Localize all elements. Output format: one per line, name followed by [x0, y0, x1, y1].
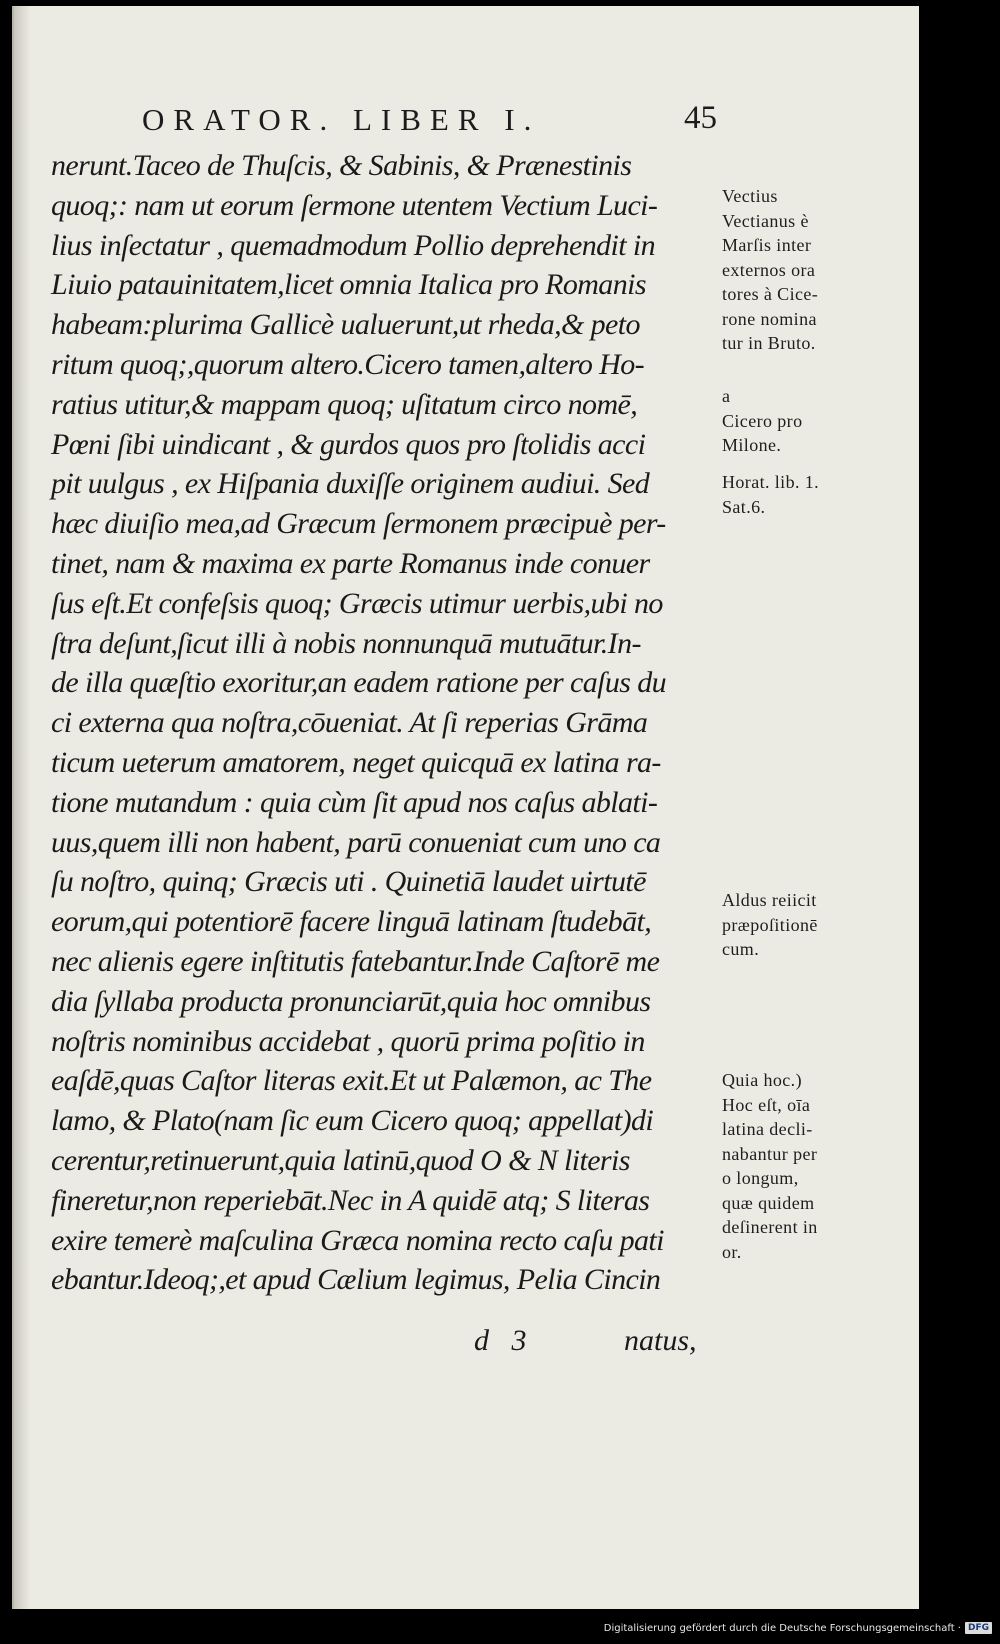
text-line: Liuio patauinitatem,licet omnia Italica pro Romanis: [51, 268, 646, 302]
text-line: habeam:plurima Gallicè ualuerunt,ut rheda,& peto: [51, 308, 640, 342]
text-line: eaſdē,quas Caſtor literas exit.Et ut Palæmon, ac The: [51, 1064, 652, 1098]
credit-text: Digitalisierung gefördert durch die Deutsche Forschungsgemeinschaft ·: [603, 1622, 961, 1634]
margin-note-line: tur in Bruto.: [722, 333, 816, 353]
text-line: quoq;: nam ut eorum ſermone utentem Vectium Luci-: [51, 188, 658, 222]
text-line: exire temerè maſculina Græca nomina recto caſu pati: [51, 1223, 664, 1257]
text-line: pit uulgus , ex Hiſpania duxiſſe originem audiui. Sed: [51, 467, 650, 501]
text-line: dia ſyllaba producta pronunciarūt,quia hoc omnibus: [51, 984, 651, 1018]
text-line: tinet, nam & maxima ex parte Romanus inde conuer: [51, 546, 650, 580]
text-line: tione mutandum : quia cùm ſit apud nos caſus ablati-: [51, 785, 658, 819]
text-line: ſus eſt.Et confeſsis quoq; Græcis utimur uerbis,ubi no: [51, 586, 663, 620]
margin-note-line: Cicero pro: [722, 410, 803, 431]
page-gutter-shadow: [14, 6, 30, 1609]
digitization-credit: [604, 1620, 992, 1636]
margin-note-line: Hoc eſt, oīa: [722, 1094, 811, 1115]
margin-note-line: deſinerent in: [722, 1217, 818, 1237]
text-line: ticum ueterum amatorem, neget quicquā ex latina ra-: [51, 745, 661, 779]
text-line: eorum,qui potentiorē facere linguā latinam ſtudebāt,: [51, 905, 652, 939]
text-line: ritum quoq;,quorum altero.Cicero tamen,altero Ho-: [51, 347, 645, 381]
text-line: de illa quæſtio exoritur,an eadem ratione per caſus du: [51, 666, 667, 700]
margin-note-line: Marſis inter: [722, 235, 812, 255]
text-line: lius inſectatur , quemadmodum Pollio deprehendit in: [51, 228, 656, 262]
margin-note-line: Aldus reiicit: [722, 890, 817, 910]
margin-note-line: rone nomina: [722, 308, 817, 329]
margin-note-line: latina decli-: [722, 1119, 813, 1139]
margin-note-line: Quia hoc.): [722, 1070, 802, 1090]
text-line: noſtris nominibus accidebat , quorū prima poſitio in: [51, 1024, 645, 1058]
margin-note-line: tores à Cice-: [722, 284, 819, 304]
margin-note-line: cum.: [722, 939, 760, 959]
text-line: lamo, & Plato(nam ſic eum Cicero quoq; appellat)di: [51, 1104, 654, 1138]
text-line: nerunt.Taceo de Thuſcis, & Sabinis, & Prænestinis: [51, 149, 632, 182]
text-line: nec alienis egere inſtitutis fatebantur.Inde Caſtorē me: [51, 944, 660, 978]
margin-note-line: Horat. lib. 1.: [722, 472, 820, 492]
margin-note-line: Vectius: [722, 186, 778, 206]
margin-note-vectius: [722, 184, 919, 356]
margin-note-line: o longum,: [722, 1168, 799, 1188]
book-page: [12, 6, 919, 1609]
signature-mark: d 3: [474, 1324, 527, 1357]
margin-note-line: Milone.: [722, 435, 782, 455]
text-line: cerentur,retinuerunt,quia latinū,quod O & N literis: [51, 1143, 630, 1177]
margin-note-horace: [722, 470, 919, 519]
text-line: ebantur.Ideoq;,et apud Cælium legimus, Pelia Cincin: [51, 1263, 661, 1297]
margin-note-line: præpoſitionē: [722, 914, 818, 935]
catchword: natus,: [624, 1324, 697, 1357]
margin-note-line: or.: [722, 1241, 742, 1262]
margin-note-cicero-pro-milone: [722, 384, 919, 458]
main-text-block: [51, 146, 731, 1300]
text-line: ſu noſtro, quinq; Græcis uti . Quinetiā laudet uirtutē: [51, 865, 646, 899]
margin-note-line: Vectianus è: [722, 210, 809, 231]
text-line: uus,quem illi non habent, parū conueniat cum uno ca: [51, 825, 661, 859]
margin-note-quia-hoc: [722, 1068, 919, 1264]
text-line: ci externa qua noſtra,cōueniat. At ſi reperias Grāma: [51, 706, 648, 740]
margin-note-line: nabantur per: [722, 1143, 818, 1164]
margin-note-line: Sat.6.: [722, 496, 766, 517]
text-line: fineretur,non reperiebāt.Nec in A quidē atq; S literas: [51, 1183, 650, 1217]
margin-note-line: quæ quidem: [722, 1192, 815, 1213]
margin-note-aldus: [722, 888, 919, 962]
margin-note-line: a: [722, 386, 731, 406]
page-number: 45: [684, 100, 717, 136]
text-line: Pœni ſibi uindicant , & gurdos quos pro ſtolidis acci: [51, 427, 646, 461]
text-line: hæc diuiſio mea,ad Græcum ſermonem præcipuè per-: [51, 507, 666, 541]
dfg-logo: DFG: [965, 1622, 992, 1634]
text-line: ratius utitur,& mappam quoq; uſitatum circo nomē,: [51, 387, 638, 421]
text-line: ſtra deſunt,ſicut illi à nobis nonnunquā mutuātur.In-: [51, 626, 641, 660]
margin-note-line: externos ora: [722, 259, 816, 280]
running-title: ORATOR. LIBER I.: [142, 102, 541, 137]
